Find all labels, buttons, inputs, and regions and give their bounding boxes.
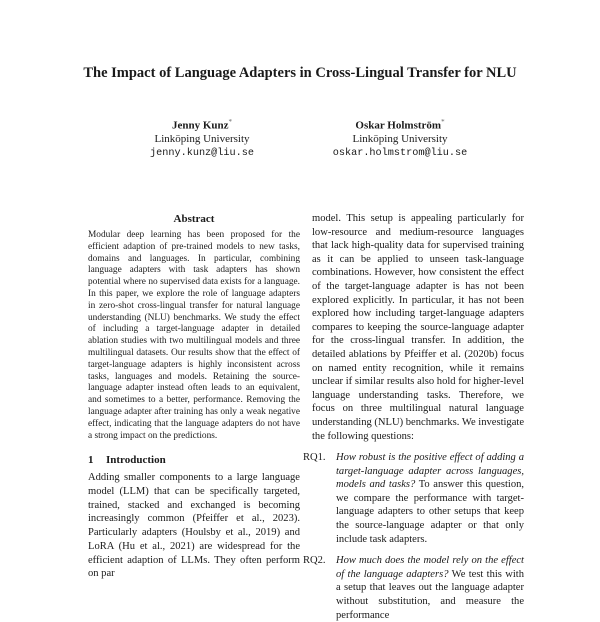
author-affiliation: Linköping University (352, 133, 448, 146)
section-title: Introduction (106, 454, 166, 467)
author-name: Jenny Kunz* (171, 118, 233, 132)
author-affiliation: Linköping University (154, 133, 250, 146)
author-name: Oskar Holmström* (355, 118, 445, 132)
section-heading-introduction (88, 453, 300, 467)
author-block-1 (102, 116, 302, 160)
section-number: 1 (88, 454, 94, 467)
author-email[interactable]: jenny.kunz@liu.se (150, 147, 254, 159)
rq-label: RQ2. (303, 555, 326, 567)
rq-question: How robust is the positive effect of adding a target-language adapter across languages, models and tasks? (336, 452, 524, 491)
author-footnote-mark: * (441, 118, 445, 126)
author-email[interactable]: oskar.holmstrom@liu.se (332, 147, 468, 159)
body-paragraph: model. This setup is appealing particularly for low-resource and medium-resource languages that lack high-quality data for supervised training as it can be applied to unseen task-language combinations. However, how consistent the effect of the target-language adapter is has not been explored explicitly. In particular, it has not been explored how including target-language adapters compares to keeping the source-language adapter for the cross-lingual transfer. In addition, the detailed ablations by Pfeiffer et al. (2020b) focus on named entity recognition, while it remains unclear if similar results also hold for higher-level language understanding tasks. Therefore, we focus on three multilingual natural language understanding (NLU) benchmarks. We investigate the following questions: (312, 213, 524, 442)
rq-answer: We test this with a setup that leaves out the language adapter without substitution, and measure the performance (336, 568, 524, 621)
abstract-heading: Abstract (173, 213, 215, 225)
rq-question: How much does the model rely on the effect of the language adapters? (336, 555, 524, 580)
right-column (303, 212, 525, 622)
introduction-text: Adding smaller components to a large language model (LLM) that can be specifically targeted, trained, stacked and exchanged is becoming increasingly common (Pfeiffer et al., 2023). Particularly adapters (Houlsby et al., 2019) and LoRA (Hu et al., 2021) are widespread for the efficient adaption of LLMs. They often perform on par (88, 472, 300, 580)
abstract-text: Modular deep learning has been proposed for the efficient adaption of pre-trained models to new tasks, domains and languages. In particular, combining language adapters with task adapters has shown potential where no supervised data exists for a language. In this paper, we explore the role of language adapters in zero-shot cross-lingual transfer for natural language understanding (NLU) benchmarks. We study the effect of including a target-language adapter in detailed ablation studies with two multilingual models and three multilingual datasets. Our results show that the effect of target-language adapters is highly inconsistent across tasks, languages and models. Retaining the source-language adapter instead often leads to an equivalent, and sometimes to a better, performance. Removing the language adapter after training has only a weak negative effect, indicating that the language adapters do not have a strong impact on the predictions. (88, 230, 300, 441)
research-question-2 (303, 554, 524, 622)
paper-title: The Impact of Language Adapters in Cross-Lingual Transfer for NLU (83, 65, 517, 81)
author-footnote-mark: * (228, 118, 233, 126)
author-block-2 (300, 116, 500, 160)
left-column (88, 212, 300, 581)
rq-label: RQ1. (303, 452, 326, 464)
research-question-1 (303, 451, 525, 546)
rq-answer: To answer this question, we compare the performance with target-language adapters to other setups that keep the source-language adapter or that only include task adapters. (336, 479, 525, 545)
